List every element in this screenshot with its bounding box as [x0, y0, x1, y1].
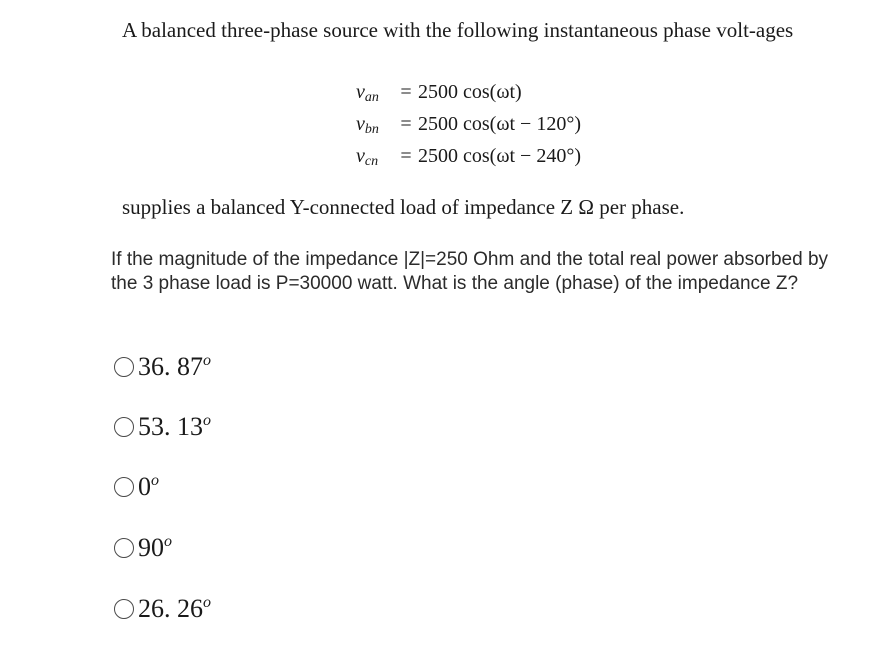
radio-button-icon[interactable]: [114, 357, 134, 377]
equation-rhs: 2500 cos(ωt): [418, 81, 522, 103]
answer-option-4[interactable]: [114, 533, 172, 563]
answer-option-3[interactable]: [114, 472, 159, 502]
equals-sign: =: [400, 145, 412, 167]
equation-variable: v: [356, 145, 365, 167]
radio-button-icon[interactable]: [114, 599, 134, 619]
degree-superscript: o: [203, 352, 211, 369]
equation-subscript: bn: [364, 122, 379, 137]
degree-superscript: o: [151, 472, 159, 489]
equation-vbn: [356, 108, 581, 140]
answer-option-5[interactable]: [114, 594, 211, 624]
answer-label: [138, 533, 172, 563]
radio-button-icon[interactable]: [114, 477, 134, 497]
answer-value: 36. 87: [138, 352, 203, 381]
answer-value: 53. 13: [138, 412, 203, 441]
answer-option-2[interactable]: [114, 412, 211, 442]
equation-vcn: [356, 140, 581, 172]
equation-variable: v: [356, 113, 365, 135]
answer-value: 26. 26: [138, 594, 203, 623]
degree-superscript: o: [203, 594, 211, 611]
equation-subscript: cn: [364, 154, 379, 169]
problem-intro: A balanced three-phase source with the following instantaneous phase volt-ages: [122, 18, 794, 42]
equals-sign: =: [400, 113, 412, 135]
equation-rhs: 2500 cos(ωt − 120°): [418, 113, 581, 135]
equation-van: [356, 76, 581, 108]
answer-label: [138, 472, 159, 502]
answer-value: 0: [138, 472, 151, 501]
equals-sign: =: [400, 81, 412, 103]
answer-label: [138, 412, 211, 442]
degree-superscript: o: [203, 412, 211, 429]
question-text: If the magnitude of the impedance |Z|=250 Ohm and the total real power absorbed by the 3 phase load is P=30000 watt. What is the angle (phase) of the impedance Z?: [111, 249, 829, 294]
equation-subscript: an: [364, 90, 379, 105]
radio-button-icon[interactable]: [114, 417, 134, 437]
answer-option-1[interactable]: [114, 352, 211, 382]
radio-button-icon[interactable]: [114, 538, 134, 558]
degree-superscript: o: [164, 533, 172, 550]
answer-label: [138, 352, 211, 382]
answer-value: 90: [138, 533, 164, 562]
answer-label: [138, 594, 211, 624]
phase-voltage-equations: [356, 76, 581, 172]
problem-supplies-text: supplies a balanced Y-connected load of impedance Z Ω per phase.: [122, 195, 685, 219]
equation-variable: v: [356, 81, 365, 103]
equation-rhs: 2500 cos(ωt − 240°): [418, 145, 581, 167]
